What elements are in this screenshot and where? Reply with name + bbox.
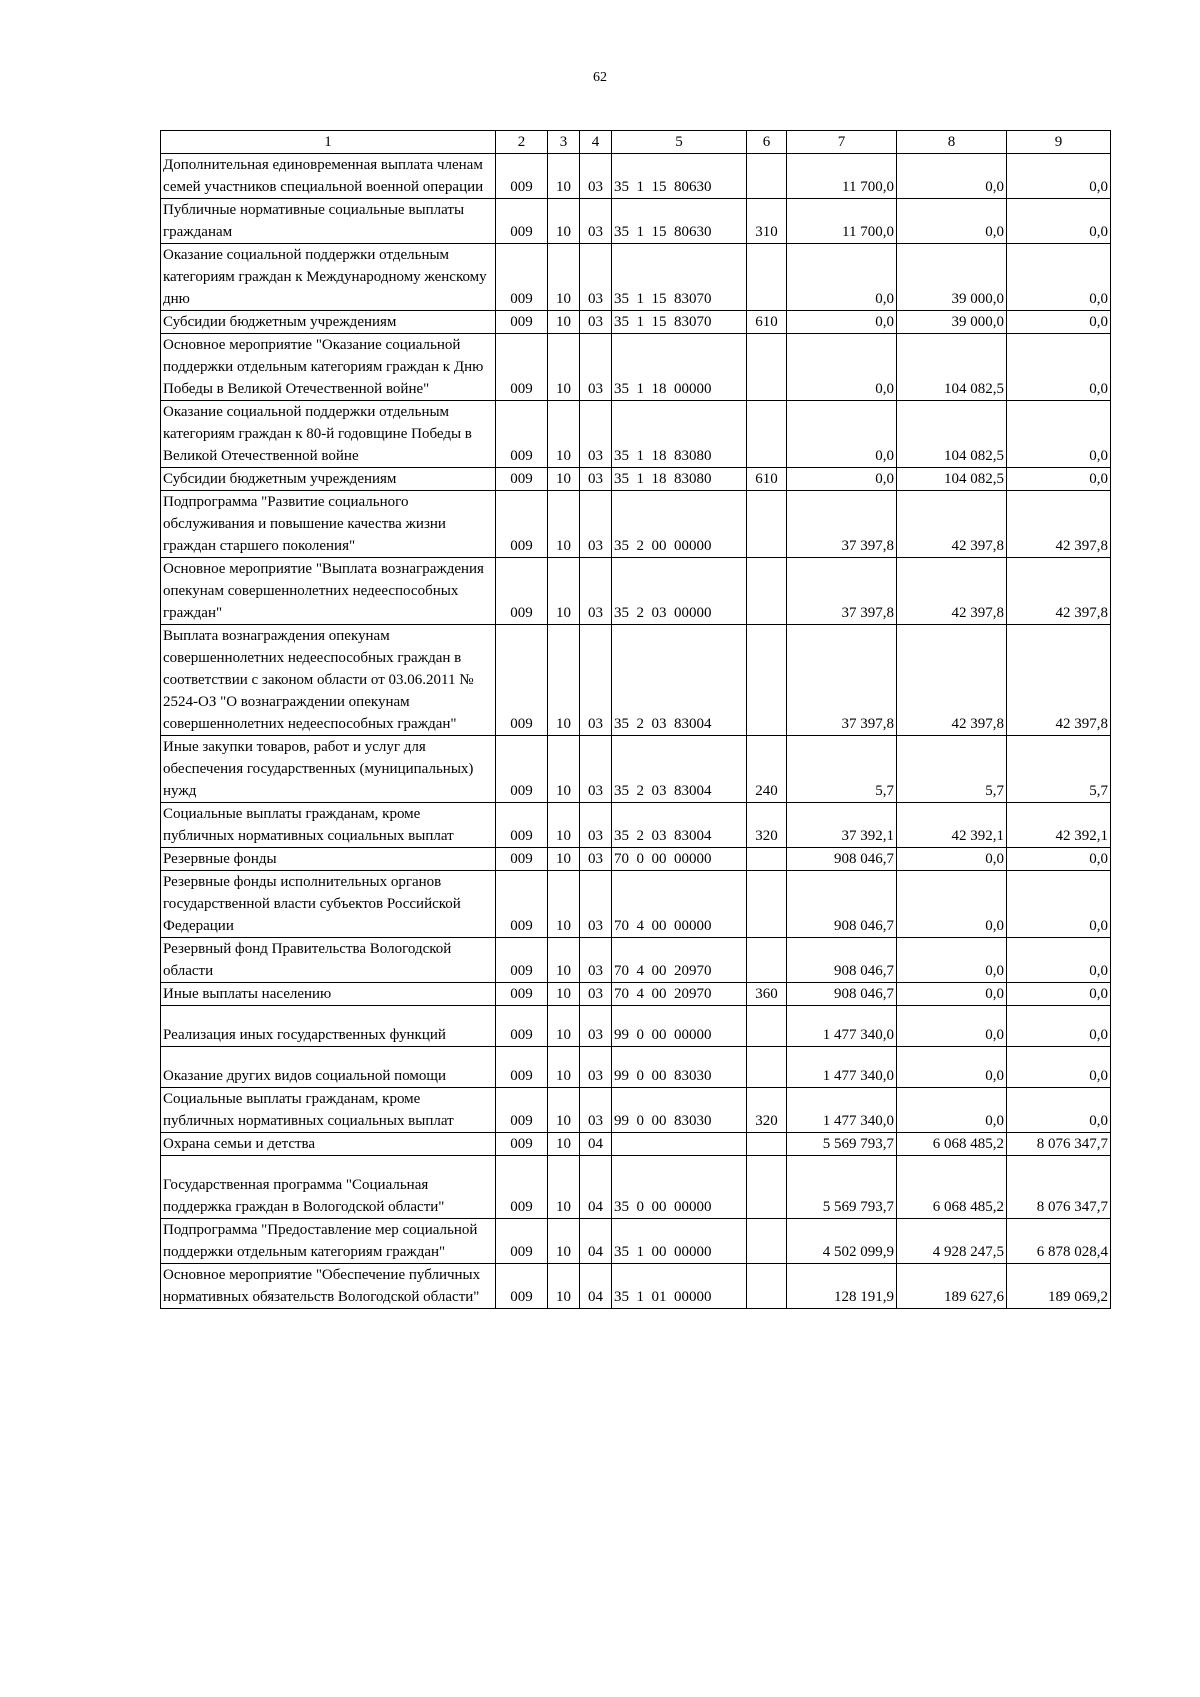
subsection-code-cell: 03 <box>580 871 612 938</box>
header-cell: 9 <box>1007 131 1111 154</box>
row-name-cell: Субсидии бюджетным учреждениям <box>161 311 496 334</box>
header-cell: 8 <box>897 131 1007 154</box>
amount-year2-cell: 39 000,0 <box>897 244 1007 311</box>
table-row <box>161 1088 1111 1133</box>
expense-type-cell: 360 <box>747 983 787 1006</box>
amount-year3-cell: 0,0 <box>1007 468 1111 491</box>
chapter-code-cell: 009 <box>496 334 548 401</box>
target-article-cell: 35 1 18 83080 <box>612 401 747 468</box>
amount-year3-cell: 0,0 <box>1007 1047 1111 1088</box>
chapter-code-cell: 009 <box>496 558 548 625</box>
chapter-code-cell: 009 <box>496 938 548 983</box>
target-article-cell: 35 1 15 80630 <box>612 154 747 199</box>
table-row <box>161 1219 1111 1264</box>
amount-year3-cell: 42 397,8 <box>1007 558 1111 625</box>
amount-year1-cell: 37 397,8 <box>787 625 897 736</box>
target-article-cell: 35 1 18 83080 <box>612 468 747 491</box>
amount-year3-cell: 42 397,8 <box>1007 491 1111 558</box>
subsection-code-cell: 03 <box>580 244 612 311</box>
section-code-cell: 10 <box>548 848 580 871</box>
chapter-code-cell: 009 <box>496 871 548 938</box>
section-code-cell: 10 <box>548 558 580 625</box>
expense-type-cell <box>747 334 787 401</box>
header-cell: 1 <box>161 131 496 154</box>
expense-type-cell: 320 <box>747 803 787 848</box>
amount-year2-cell: 6 068 485,2 <box>897 1133 1007 1156</box>
target-article-cell: 35 1 15 83070 <box>612 311 747 334</box>
table-row <box>161 1006 1111 1047</box>
chapter-code-cell: 009 <box>496 983 548 1006</box>
subsection-code-cell: 03 <box>580 848 612 871</box>
expense-type-cell <box>747 625 787 736</box>
amount-year2-cell: 0,0 <box>897 938 1007 983</box>
subsection-code-cell: 03 <box>580 1088 612 1133</box>
target-article-cell: 35 2 03 83004 <box>612 803 747 848</box>
target-article-cell: 35 1 01 00000 <box>612 1264 747 1309</box>
subsection-code-cell: 04 <box>580 1156 612 1219</box>
section-code-cell: 10 <box>548 199 580 244</box>
header-cell: 5 <box>612 131 747 154</box>
row-name-cell: Оказание социальной поддержки отдельным категориям граждан к Международному женскому дню <box>161 244 496 311</box>
section-code-cell: 10 <box>548 736 580 803</box>
row-name-cell: Государственная программа "Социальная поддержка граждан в Вологодской области" <box>161 1156 496 1219</box>
amount-year3-cell: 0,0 <box>1007 154 1111 199</box>
amount-year1-cell: 5 569 793,7 <box>787 1156 897 1219</box>
amount-year3-cell: 42 397,8 <box>1007 625 1111 736</box>
expense-type-cell <box>747 1156 787 1219</box>
amount-year3-cell: 189 069,2 <box>1007 1264 1111 1309</box>
row-name-cell: Выплата вознаграждения опекунам совершеннолетних недееспособных граждан в соответствии с законом области от 03.06.2011 № 2524-ОЗ "О вознаграждении опекунам совершеннолетних недееспособных граждан" <box>161 625 496 736</box>
amount-year1-cell: 908 046,7 <box>787 983 897 1006</box>
section-code-cell: 10 <box>548 401 580 468</box>
chapter-code-cell: 009 <box>496 199 548 244</box>
subsection-code-cell: 03 <box>580 468 612 491</box>
expense-type-cell <box>747 1133 787 1156</box>
expense-type-cell <box>747 938 787 983</box>
expense-type-cell <box>747 1047 787 1088</box>
chapter-code-cell: 009 <box>496 1088 548 1133</box>
header-cell: 2 <box>496 131 548 154</box>
amount-year3-cell: 0,0 <box>1007 311 1111 334</box>
amount-year3-cell: 0,0 <box>1007 1006 1111 1047</box>
expense-type-cell <box>747 154 787 199</box>
table-row <box>161 871 1111 938</box>
amount-year1-cell: 1 477 340,0 <box>787 1047 897 1088</box>
amount-year2-cell: 0,0 <box>897 1088 1007 1133</box>
table-row <box>161 311 1111 334</box>
subsection-code-cell: 03 <box>580 983 612 1006</box>
target-article-cell: 70 4 00 20970 <box>612 938 747 983</box>
section-code-cell: 10 <box>548 803 580 848</box>
chapter-code-cell: 009 <box>496 468 548 491</box>
row-name-cell: Оказание социальной поддержки отдельным категориям граждан к 80-й годовщине Победы в Великой Отечественной войне <box>161 401 496 468</box>
expense-type-cell: 320 <box>747 1088 787 1133</box>
header-cell: 7 <box>787 131 897 154</box>
target-article-cell: 70 4 00 20970 <box>612 983 747 1006</box>
row-name-cell: Охрана семьи и детства <box>161 1133 496 1156</box>
expense-type-cell <box>747 491 787 558</box>
amount-year1-cell: 0,0 <box>787 401 897 468</box>
row-name-cell: Основное мероприятие "Обеспечение публичных нормативных обязательств Вологодской области" <box>161 1264 496 1309</box>
amount-year1-cell: 908 046,7 <box>787 938 897 983</box>
target-article-cell: 35 1 18 00000 <box>612 334 747 401</box>
section-code-cell: 10 <box>548 1006 580 1047</box>
subsection-code-cell: 03 <box>580 938 612 983</box>
expense-type-cell <box>747 1264 787 1309</box>
table-row <box>161 1047 1111 1088</box>
section-code-cell: 10 <box>548 1047 580 1088</box>
amount-year2-cell: 0,0 <box>897 871 1007 938</box>
section-code-cell: 10 <box>548 625 580 736</box>
amount-year1-cell: 908 046,7 <box>787 871 897 938</box>
row-name-cell: Резервные фонды исполнительных органов государственной власти субъектов Российской Федерации <box>161 871 496 938</box>
table-row <box>161 491 1111 558</box>
section-code-cell: 10 <box>548 468 580 491</box>
section-code-cell: 10 <box>548 1219 580 1264</box>
subsection-code-cell: 03 <box>580 491 612 558</box>
chapter-code-cell: 009 <box>496 491 548 558</box>
amount-year2-cell: 42 392,1 <box>897 803 1007 848</box>
amount-year1-cell: 0,0 <box>787 311 897 334</box>
row-name-cell: Оказание других видов социальной помощи <box>161 1047 496 1088</box>
row-name-cell: Резервный фонд Правительства Вологодской области <box>161 938 496 983</box>
amount-year1-cell: 0,0 <box>787 468 897 491</box>
section-code-cell: 10 <box>548 311 580 334</box>
table-row <box>161 244 1111 311</box>
target-article-cell: 35 2 03 00000 <box>612 558 747 625</box>
chapter-code-cell: 009 <box>496 736 548 803</box>
amount-year3-cell: 8 076 347,7 <box>1007 1156 1111 1219</box>
target-article-cell: 35 1 15 80630 <box>612 199 747 244</box>
chapter-code-cell: 009 <box>496 244 548 311</box>
amount-year2-cell: 0,0 <box>897 199 1007 244</box>
amount-year3-cell: 0,0 <box>1007 938 1111 983</box>
table-row <box>161 1156 1111 1219</box>
amount-year2-cell: 0,0 <box>897 848 1007 871</box>
row-name-cell: Основное мероприятие "Выплата вознаграждения опекунам совершеннолетних недееспособных граждан" <box>161 558 496 625</box>
amount-year1-cell: 0,0 <box>787 244 897 311</box>
chapter-code-cell: 009 <box>496 1219 548 1264</box>
amount-year1-cell: 37 392,1 <box>787 803 897 848</box>
amount-year2-cell: 5,7 <box>897 736 1007 803</box>
expense-type-cell <box>747 1219 787 1264</box>
target-article-cell: 99 0 00 83030 <box>612 1047 747 1088</box>
chapter-code-cell: 009 <box>496 401 548 468</box>
amount-year2-cell: 104 082,5 <box>897 334 1007 401</box>
chapter-code-cell: 009 <box>496 1133 548 1156</box>
target-article-cell: 35 2 03 83004 <box>612 736 747 803</box>
section-code-cell: 10 <box>548 244 580 311</box>
chapter-code-cell: 009 <box>496 625 548 736</box>
amount-year1-cell: 1 477 340,0 <box>787 1006 897 1047</box>
row-name-cell: Реализация иных государственных функций <box>161 1006 496 1047</box>
chapter-code-cell: 009 <box>496 311 548 334</box>
subsection-code-cell: 03 <box>580 736 612 803</box>
table-row <box>161 848 1111 871</box>
amount-year2-cell: 0,0 <box>897 1006 1007 1047</box>
row-name-cell: Дополнительная единовременная выплата членам семей участников специальной военной операции <box>161 154 496 199</box>
section-code-cell: 10 <box>548 1088 580 1133</box>
subsection-code-cell: 04 <box>580 1133 612 1156</box>
amount-year3-cell: 0,0 <box>1007 244 1111 311</box>
subsection-code-cell: 03 <box>580 558 612 625</box>
row-name-cell: Социальные выплаты гражданам, кроме публичных нормативных социальных выплат <box>161 803 496 848</box>
amount-year1-cell: 4 502 099,9 <box>787 1219 897 1264</box>
chapter-code-cell: 009 <box>496 1156 548 1219</box>
table-row <box>161 736 1111 803</box>
row-name-cell: Подпрограмма "Предоставление мер социальной поддержки отдельным категориям граждан" <box>161 1219 496 1264</box>
expense-type-cell <box>747 1006 787 1047</box>
target-article-cell: 70 4 00 00000 <box>612 871 747 938</box>
expense-type-cell <box>747 401 787 468</box>
chapter-code-cell: 009 <box>496 1264 548 1309</box>
row-name-cell: Основное мероприятие "Оказание социальной поддержки отдельным категориям граждан к Дню Победы в Великой Отечественной войне" <box>161 334 496 401</box>
section-code-cell: 10 <box>548 334 580 401</box>
amount-year1-cell: 11 700,0 <box>787 199 897 244</box>
subsection-code-cell: 03 <box>580 311 612 334</box>
table-row <box>161 401 1111 468</box>
section-code-cell: 10 <box>548 938 580 983</box>
expense-type-cell <box>747 558 787 625</box>
expense-type-cell <box>747 244 787 311</box>
table-row <box>161 334 1111 401</box>
target-article-cell: 99 0 00 83030 <box>612 1088 747 1133</box>
budget-table <box>160 130 1111 1309</box>
subsection-code-cell: 03 <box>580 1006 612 1047</box>
header-row <box>161 131 1111 154</box>
amount-year2-cell: 104 082,5 <box>897 468 1007 491</box>
row-name-cell: Резервные фонды <box>161 848 496 871</box>
row-name-cell: Подпрограмма "Развитие социального обслуживания и повышение качества жизни граждан старшего поколения" <box>161 491 496 558</box>
amount-year1-cell: 908 046,7 <box>787 848 897 871</box>
amount-year3-cell: 0,0 <box>1007 983 1111 1006</box>
section-code-cell: 10 <box>548 871 580 938</box>
table-row <box>161 1264 1111 1309</box>
row-name-cell: Иные выплаты населению <box>161 983 496 1006</box>
subsection-code-cell: 04 <box>580 1264 612 1309</box>
amount-year3-cell: 0,0 <box>1007 401 1111 468</box>
amount-year1-cell: 0,0 <box>787 334 897 401</box>
amount-year1-cell: 5,7 <box>787 736 897 803</box>
amount-year2-cell: 6 068 485,2 <box>897 1156 1007 1219</box>
subsection-code-cell: 03 <box>580 625 612 736</box>
row-name-cell: Социальные выплаты гражданам, кроме публичных нормативных социальных выплат <box>161 1088 496 1133</box>
amount-year1-cell: 5 569 793,7 <box>787 1133 897 1156</box>
subsection-code-cell: 03 <box>580 199 612 244</box>
amount-year3-cell: 6 878 028,4 <box>1007 1219 1111 1264</box>
page-number: 62 <box>593 70 607 85</box>
table-row <box>161 625 1111 736</box>
amount-year3-cell: 0,0 <box>1007 871 1111 938</box>
subsection-code-cell: 03 <box>580 1047 612 1088</box>
amount-year2-cell: 42 397,8 <box>897 491 1007 558</box>
amount-year3-cell: 0,0 <box>1007 848 1111 871</box>
amount-year1-cell: 37 397,8 <box>787 491 897 558</box>
amount-year2-cell: 0,0 <box>897 154 1007 199</box>
section-code-cell: 10 <box>548 491 580 558</box>
target-article-cell <box>612 1133 747 1156</box>
chapter-code-cell: 009 <box>496 803 548 848</box>
header-cell: 3 <box>548 131 580 154</box>
table-row <box>161 154 1111 199</box>
amount-year1-cell: 37 397,8 <box>787 558 897 625</box>
amount-year3-cell: 0,0 <box>1007 334 1111 401</box>
section-code-cell: 10 <box>548 983 580 1006</box>
amount-year2-cell: 42 397,8 <box>897 558 1007 625</box>
amount-year2-cell: 104 082,5 <box>897 401 1007 468</box>
target-article-cell: 35 0 00 00000 <box>612 1156 747 1219</box>
target-article-cell: 35 1 15 83070 <box>612 244 747 311</box>
amount-year2-cell: 4 928 247,5 <box>897 1219 1007 1264</box>
table-row <box>161 938 1111 983</box>
row-name-cell: Публичные нормативные социальные выплаты гражданам <box>161 199 496 244</box>
section-code-cell: 10 <box>548 1133 580 1156</box>
target-article-cell: 99 0 00 00000 <box>612 1006 747 1047</box>
subsection-code-cell: 03 <box>580 334 612 401</box>
expense-type-cell: 610 <box>747 311 787 334</box>
amount-year3-cell: 42 392,1 <box>1007 803 1111 848</box>
amount-year1-cell: 11 700,0 <box>787 154 897 199</box>
amount-year3-cell: 0,0 <box>1007 1088 1111 1133</box>
subsection-code-cell: 03 <box>580 803 612 848</box>
amount-year2-cell: 0,0 <box>897 983 1007 1006</box>
header-cell: 6 <box>747 131 787 154</box>
table-row <box>161 199 1111 244</box>
amount-year2-cell: 0,0 <box>897 1047 1007 1088</box>
amount-year1-cell: 1 477 340,0 <box>787 1088 897 1133</box>
header-cell: 4 <box>580 131 612 154</box>
subsection-code-cell: 04 <box>580 1219 612 1264</box>
target-article-cell: 35 1 00 00000 <box>612 1219 747 1264</box>
table-row <box>161 1133 1111 1156</box>
amount-year3-cell: 5,7 <box>1007 736 1111 803</box>
amount-year1-cell: 128 191,9 <box>787 1264 897 1309</box>
amount-year2-cell: 189 627,6 <box>897 1264 1007 1309</box>
expense-type-cell: 240 <box>747 736 787 803</box>
amount-year2-cell: 39 000,0 <box>897 311 1007 334</box>
row-name-cell: Иные закупки товаров, работ и услуг для обеспечения государственных (муниципальных) нужд <box>161 736 496 803</box>
target-article-cell: 70 0 00 00000 <box>612 848 747 871</box>
chapter-code-cell: 009 <box>496 848 548 871</box>
table-row <box>161 558 1111 625</box>
row-name-cell: Субсидии бюджетным учреждениям <box>161 468 496 491</box>
expense-type-cell: 310 <box>747 199 787 244</box>
section-code-cell: 10 <box>548 1264 580 1309</box>
section-code-cell: 10 <box>548 154 580 199</box>
amount-year3-cell: 8 076 347,7 <box>1007 1133 1111 1156</box>
section-code-cell: 10 <box>548 1156 580 1219</box>
subsection-code-cell: 03 <box>580 401 612 468</box>
expense-type-cell <box>747 871 787 938</box>
expense-type-cell <box>747 848 787 871</box>
table-row <box>161 803 1111 848</box>
table-row <box>161 468 1111 491</box>
chapter-code-cell: 009 <box>496 1047 548 1088</box>
target-article-cell: 35 2 00 00000 <box>612 491 747 558</box>
chapter-code-cell: 009 <box>496 1006 548 1047</box>
amount-year2-cell: 42 397,8 <box>897 625 1007 736</box>
subsection-code-cell: 03 <box>580 154 612 199</box>
amount-year3-cell: 0,0 <box>1007 199 1111 244</box>
table-row <box>161 983 1111 1006</box>
target-article-cell: 35 2 03 83004 <box>612 625 747 736</box>
expense-type-cell: 610 <box>747 468 787 491</box>
chapter-code-cell: 009 <box>496 154 548 199</box>
